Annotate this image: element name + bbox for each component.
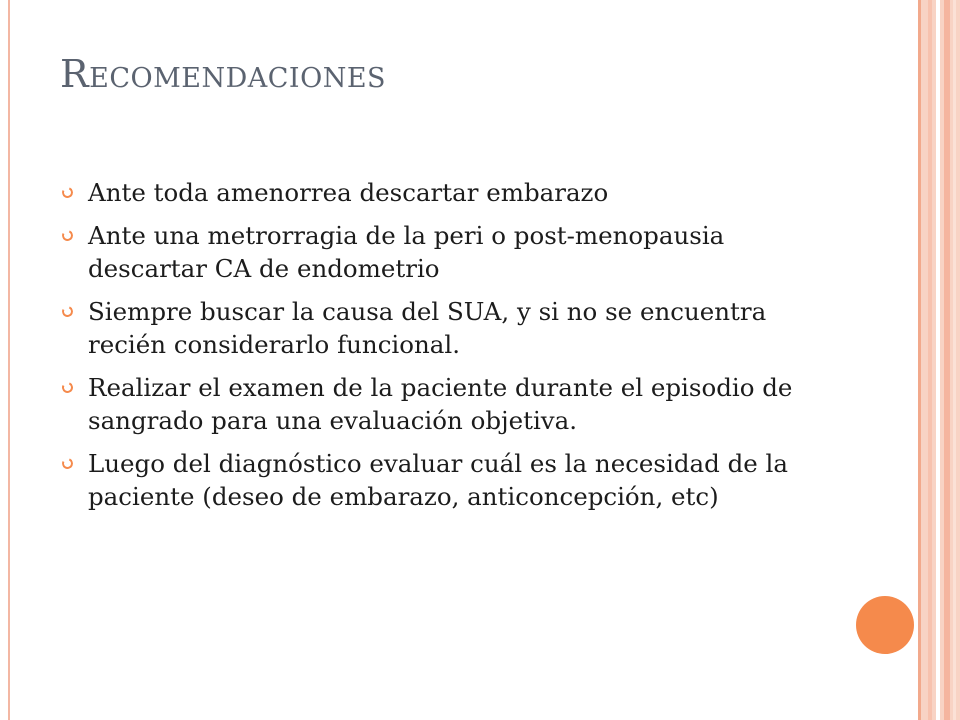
left-border-line <box>8 0 10 720</box>
bullet-list <box>60 176 820 523</box>
bullet-text: Siempre buscar la causa del SUA, y si no se encuentra recién considerarlo funcional. <box>88 297 767 359</box>
bullet-item <box>60 447 820 513</box>
bullet-icon <box>60 304 74 318</box>
bullet-text: Ante toda amenorrea descartar embarazo <box>88 178 609 207</box>
bullet-icon <box>60 380 74 394</box>
bullet-item <box>60 176 820 209</box>
slide-title: Recomendaciones <box>60 52 387 96</box>
decorative-stripe <box>944 0 950 720</box>
bullet-text: Realizar el examen de la paciente durante el episodio de sangrado para una evaluación objetiva. <box>88 373 793 435</box>
decorative-stripe <box>928 0 932 720</box>
decorative-stripe <box>936 0 940 720</box>
bullet-item <box>60 295 820 361</box>
bullet-icon <box>60 228 74 242</box>
bullet-item <box>60 219 820 285</box>
decorative-circle <box>856 596 914 654</box>
decorative-stripe <box>918 0 921 720</box>
bullet-text: Ante una metrorragia de la peri o post-menopausia descartar CA de endometrio <box>88 221 725 283</box>
bullet-text: Luego del diagnóstico evaluar cuál es la necesidad de la paciente (deseo de embarazo, anticoncepción, etc) <box>88 449 788 511</box>
bullet-icon <box>60 456 74 470</box>
bullet-icon <box>60 185 74 199</box>
bullet-item <box>60 371 820 437</box>
decorative-stripe <box>953 0 956 720</box>
